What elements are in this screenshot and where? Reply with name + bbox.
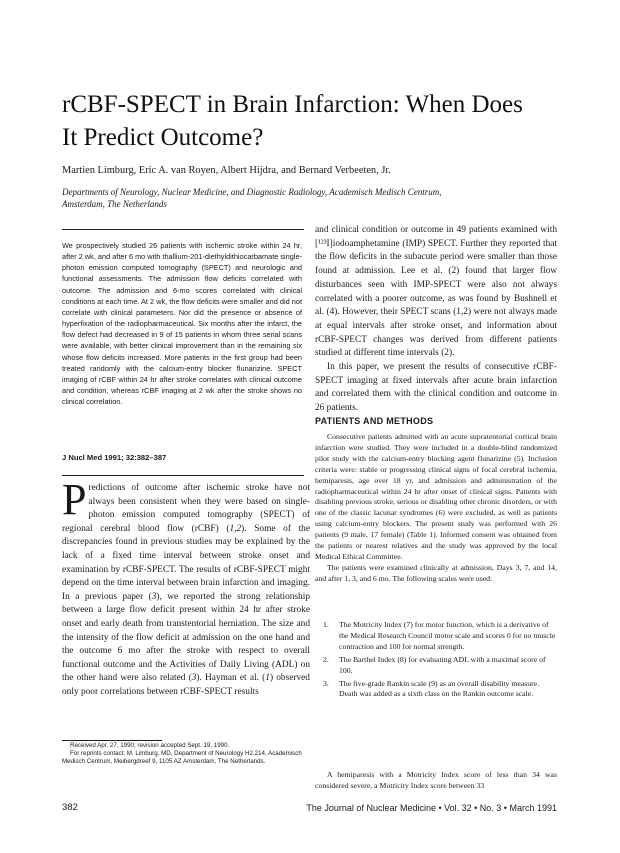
abstract-text: We prospectively studied 26 patients with ischemic stroke within 24 hr, after 2 wk, and after 6 mo with thallium-201-diethyldithiocarbamate single-photon emission computed tomography (SPECT) and neurologic and functional assessments. The admission flow deficits correlated with outcome. The admission and 6-mo scores correlated with clinical conditions at each time. At 2 wk, the flow deficits were smaller and did not correlate with clinical parameters. Nor did the presence or absence of hyperfixation of the radiopharmaceutical. Six months after the infarct, the flow defect had decreased in 9 of 15 patients in whom three serial scans were available, with better clinical improvement than in the remaining six whose flow deficits increased. More patients in the first group had been treated randomly with the calcium-entry blocker flunarizine. SPECT imaging of rCBF within 24 hr after stroke correlates with clinical outcome and condition, whereas rCBF imaging at 2 wk after the stroke shows no clinical correlation.	[62, 241, 303, 407]
page-number: 382	[62, 802, 78, 813]
author-list: Martien Limburg, Eric A. van Royen, Albert Hijdra, and Bernard Verbeeten, Jr.	[62, 165, 391, 176]
intro-text-b: ). Some of the discrepancies found in previous studies may be explained by the lack of a fixed time interval between stroke onset and examination by rCBF-SPECT. The results of rCBF-SPECT might depend on the time interval between brain infarction and imaging. In a previous paper (	[62, 523, 310, 602]
footnote	[62, 742, 310, 765]
footnote-received: Received Apr. 27, 1990; revision accepted Sept. 19, 1990.	[70, 742, 230, 749]
list-item	[315, 655, 557, 677]
list-text: The Barthel Index (8) for evaluating ADL with a maximal score of 100.	[339, 654, 546, 675]
intro-text-e: ) observed only poor correlations between rCBF-SPECT results	[62, 673, 310, 697]
paragraph: In this paper, we present the results of consecutive rCBF-SPECT imaging at fixed intervals after acute brain infarction and correlated them with the clinical condition and outcome in 26 patients.	[315, 362, 557, 414]
abstract-bottom-rule	[62, 475, 304, 476]
list-number: 3.	[323, 678, 329, 688]
paragraph: and clinical condition or outcome in 49 patients examined with [¹²³I]iodoamphetamine (IMP) SPECT. Further they reported that the flow deficits in the subacute period were smaller than those found at admission. Lee et al. (2) found that larger flow disturbances seen with IMP-SPECT were also not always correlated with a poorer outcome, as was found by Bushnell et al. (4). However, their SPECT scans (1,2) were not always made at equal intervals after stroke onset, and information about rCBF-SPECT changes was derived from different patients studied at different time intervals (2).	[315, 225, 557, 359]
title-line-1: rCBF-SPECT in Brain Infarction: When Does	[62, 91, 523, 118]
journal-citation: J Nucl Med 1991; 32:382–387	[62, 453, 167, 462]
ref-link[interactable]: 1,2	[229, 523, 242, 534]
footnote-reprints: For reprints contact: M. Limburg, MD, Department of Neurology H2.214, Academisch Medisch Centrum, Meibergdreef 9, 1105 AZ Amsterdam, The Netherlands.	[62, 749, 302, 765]
list-item	[315, 620, 557, 653]
scales-list	[315, 620, 557, 702]
ref-link[interactable]: 3	[151, 591, 157, 602]
abstract-top-rule	[62, 229, 304, 230]
list-number: 1.	[323, 620, 329, 629]
list-number: 2.	[323, 654, 329, 664]
ref-link[interactable]: 1	[265, 673, 270, 684]
affiliation-line-2: Amsterdam, The Netherlands	[62, 199, 167, 209]
drop-cap: P	[62, 475, 87, 524]
introduction	[62, 475, 310, 700]
methods-tail: A hemiparesis with a Motricity Index score of less than 34 was considered severe, a Motricity Index score between 33	[315, 770, 557, 790]
journal-footer: The Journal of Nuclear Medicine • Vol. 32 • No. 3 • March 1991	[306, 803, 557, 813]
intro-text-a: redictions of outcome after ischemic stroke have not always been consistent when they were based on single-photon emission computed tomography (SPECT) of regional cerebral blood flow (rCBF) (	[62, 483, 310, 534]
footnote-rule	[62, 740, 162, 741]
list-text: The Motricity Index (7) for motor function, which is a derivative of the Medical Research Council motor scale and scores 0 for no muscle contraction and 100 for normal strength.	[339, 620, 556, 651]
ref-link[interactable]: 3	[191, 673, 197, 684]
paragraph: Consecutive patients admitted with an acute supratentorial cortical brain infarction were studied. They were included in a double-blind randomized pilot study with the calcium-entry blocking agent flunarizine (5). Inclusion criteria were: stable or progressing clinical signs of focal cerebral ischemia, hemiparesis, age over 18 yr, and admission and administration of the radiopharmaceutical within 24 hr after onset of clinical signs. Patients with disabling previous stroke, serious or disabling other chronic disorders, or with one of the classic lacunar syndromes (6) were excluded, as well as patients using calcium-entry blockers. The present study was performed with 26 patients (9 male, 17 female) (Table 1). Informed consent was obtained from the patients or nearest relatives and the study was approved by the local Medical Ethical Committee.	[315, 432, 557, 561]
article-title	[62, 88, 582, 154]
intro-text-c: ), we reported the strong relationship between a large flow deficit present within 24 hr after stroke onset and early death from transtentorial herniation. The size and the intensity of the flow deficit at admission on the one hand and the outcome 6 mo after the stroke with respect to overall functional outcome and the Activities of Daily Living (ADL) on the other hand were also related (	[62, 591, 310, 684]
list-text: The five-grade Rankin scale (9) as an overall disability measure. Death was added as a sixth class on the Rankin outcome scale.	[339, 678, 540, 699]
right-column-intro	[315, 224, 557, 416]
affiliation	[62, 186, 582, 210]
section-heading: PATIENTS AND METHODS	[315, 416, 434, 426]
title-line-2: It Predict Outcome?	[62, 124, 264, 151]
paragraph: The patients were examined clinically at admission, Days 3, 7, and 14, and after 1, 3, and 6 mo. The following scales were used:	[315, 562, 557, 583]
methods-text	[315, 432, 557, 585]
list-item	[315, 679, 557, 701]
intro-text-d: ). Hayman et al. (	[196, 673, 266, 684]
affiliation-line-1: Departments of Neurology, Nuclear Medicine, and Diagnostic Radiology, Academisch Medisch Centrum,	[62, 187, 442, 197]
